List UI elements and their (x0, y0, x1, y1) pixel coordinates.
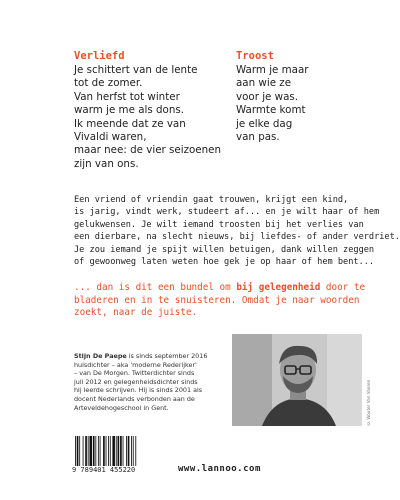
intro-line: Je zou iemand je spijt willen betuigen, dank willen zeggen (74, 244, 375, 255)
poem-line: maar nee: de vier seizoenen (74, 144, 222, 157)
poem-line: Vivaldi waren, (74, 131, 147, 144)
barcode-bar (110, 436, 111, 466)
bio-line (74, 352, 234, 361)
barcode-bar (112, 436, 115, 466)
bio-line: Arteveldehogeschool in Gent. (74, 403, 169, 412)
bio-line: huisdichter – aka 'moderne Rederijker' (74, 360, 197, 369)
poem-line: warm je me als dons. (74, 104, 185, 117)
tagline-line: zoekt, naar de juiste. (74, 307, 198, 319)
barcode-bar (75, 436, 76, 466)
barcode-bar (133, 436, 134, 466)
barcode-bar (83, 436, 84, 466)
barcode-bar (126, 436, 127, 466)
bio-line: docent Nederlands verbonden aan de (74, 394, 195, 403)
poem-line: Je schittert van de lente (74, 64, 198, 76)
tagline-text: door te (320, 282, 366, 293)
publisher-website: www.lannoo.com (178, 464, 261, 474)
tagline (74, 282, 364, 320)
poem-line: Warm je maar (236, 64, 309, 76)
intro-line: gelukwensen. Je wilt iemand troosten bij het verlies van (74, 219, 364, 230)
poem-line: je elke dag (236, 117, 293, 130)
bio-text: is sinds september 2016 (126, 352, 208, 360)
barcode-bar (89, 436, 92, 466)
poem-line: Ik meende dat ze van (74, 117, 186, 130)
poem-line: zijn van ons. (74, 157, 139, 170)
barcode-bar (79, 436, 80, 466)
bio-line: juli 2012 en gelegenheidsdichter sinds (74, 377, 198, 386)
bio-line: – van De Morgen. Twitterdichter sinds (74, 369, 195, 378)
intro-line: is jarig, vindt werk, studeert af... en je wilt haar of hem (74, 207, 380, 218)
poem-troost (236, 50, 356, 144)
poem-line: voor je was. (236, 90, 299, 103)
author-bio (74, 352, 234, 412)
barcode-bar (103, 436, 105, 466)
barcode-bar (85, 436, 87, 466)
barcode-bar (135, 436, 136, 466)
barcode-bar (118, 436, 120, 466)
poem-title: Troost (236, 50, 274, 62)
intro-line: Een vriend of vriendin gaat trouwen, krijgt een kind, (74, 195, 349, 205)
poem-line: Warmte komt (236, 104, 306, 117)
poem-line: van pas. (236, 131, 280, 144)
photo-credit: © Wouter Van Vooren (366, 379, 371, 426)
intro-line: of gewoonweg laten weten hoe gek je op haar of hem bent... (74, 257, 375, 268)
barcode-bar (131, 436, 132, 466)
barcode-bar (120, 436, 122, 466)
barcode-bar (100, 436, 101, 466)
author-name: Stijn De Paepe (74, 352, 127, 360)
barcode-bar (77, 436, 79, 466)
barcode-bar (116, 436, 117, 466)
poem-title: Verliefd (74, 50, 125, 62)
barcode-bar (128, 436, 130, 466)
barcode-bar (93, 436, 95, 466)
poem-line: aan wie ze (236, 77, 292, 90)
tagline-line (74, 282, 364, 295)
poem-line: Van herfst tot winter (74, 90, 180, 103)
barcode-bar (108, 436, 109, 466)
tagline-text: ... dan is dit een bundel om (74, 282, 237, 293)
tagline-emphasis: bij gelegenheid (236, 282, 321, 293)
tagline-line: bladeren en in te snuisteren. Omdat je naar woorden (74, 294, 360, 306)
isbn-number: 9 789401 455220 (72, 466, 136, 474)
barcode-bar (95, 436, 96, 466)
author-photo (232, 334, 362, 426)
barcode-bar (106, 436, 107, 466)
poem-line: tot de zomer. (74, 77, 143, 90)
barcode-bar (123, 436, 124, 466)
intro-paragraph (74, 194, 400, 268)
barcode-bar (88, 436, 89, 466)
poem-verliefd (74, 50, 224, 171)
intro-line: een dierbare, na slecht nieuws, bij liefdes- of ander verdriet. (74, 232, 400, 243)
barcode-icon (74, 436, 162, 466)
author-portrait-icon (232, 334, 362, 426)
bio-line: hij leerde schrijven. Hij is sinds 2001 als (74, 386, 203, 395)
barcode-bar (98, 436, 99, 466)
